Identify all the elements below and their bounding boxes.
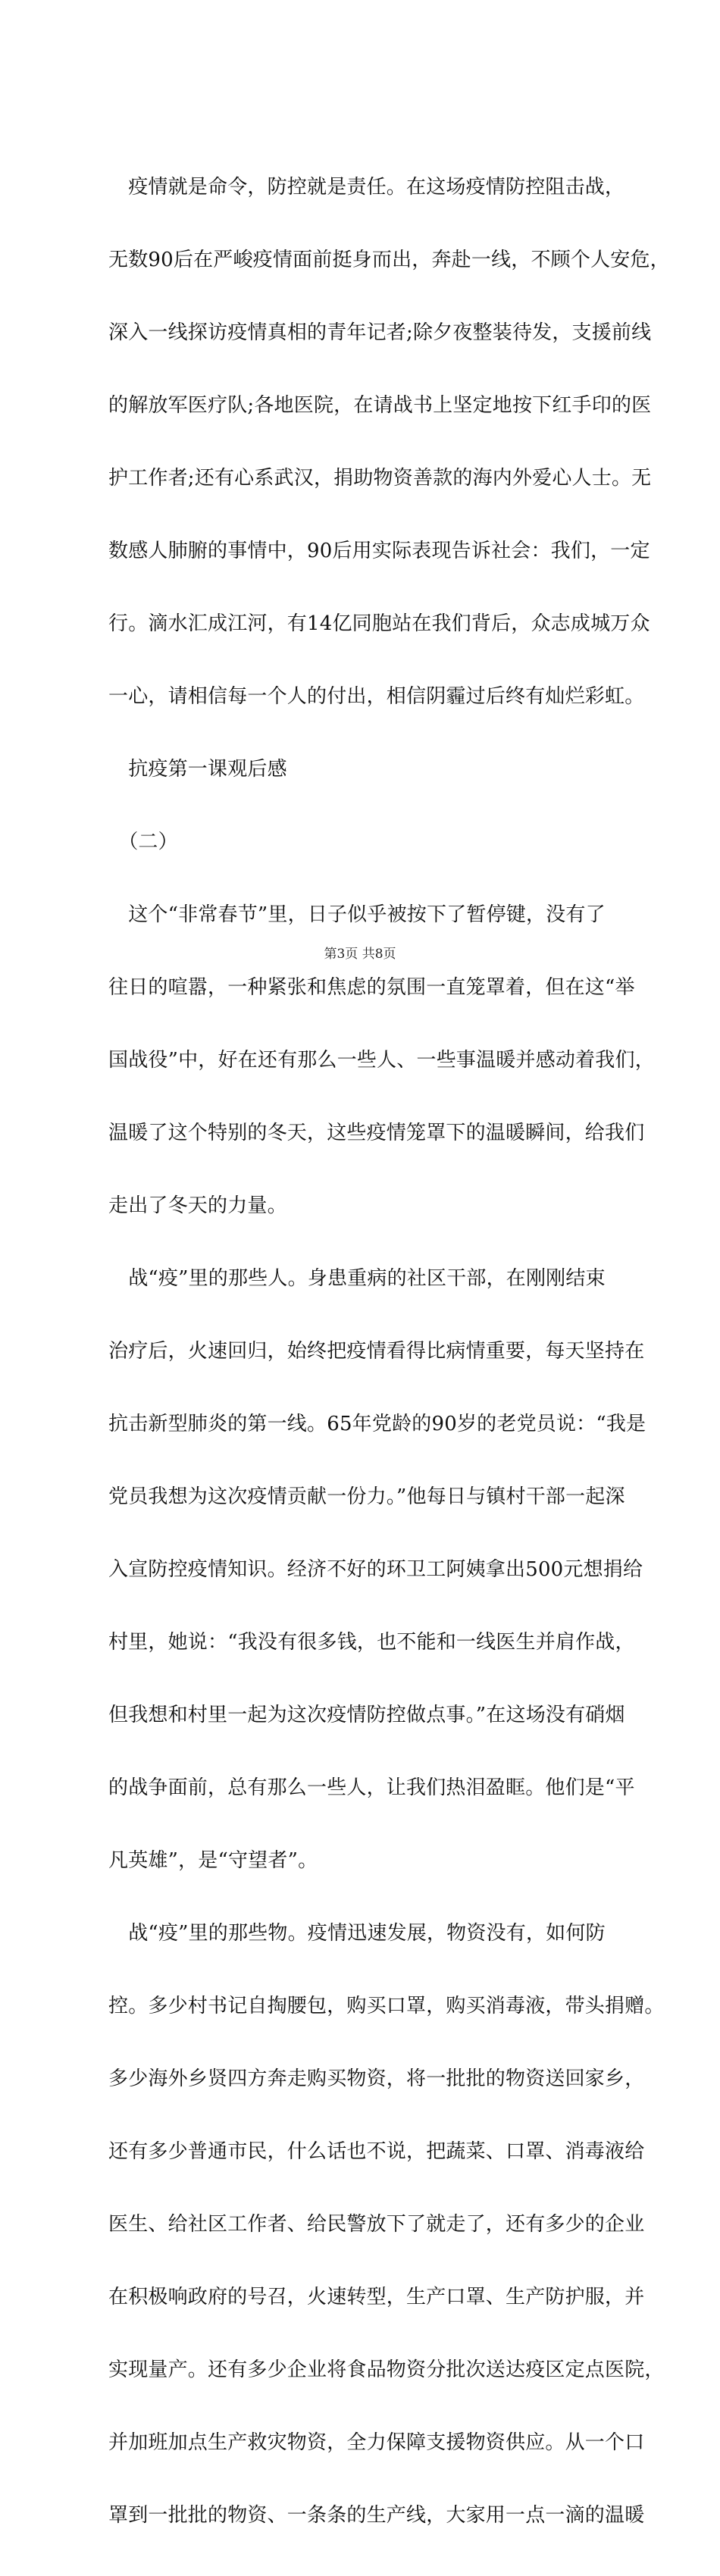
text-line: 还有多少普通市民，什么话也不说，把蔬菜、口罩、消毒液给: [108, 2140, 645, 2163]
text-line: 这个“非常春节”里，日子似乎被按下了暂停键，没有了: [108, 903, 606, 926]
text-line: 在积极响政府的号召，火速转型，生产口罩、生产防护服，并: [108, 2286, 645, 2308]
text-line: 疫情就是命令，防控就是责任。在这场疫情防控阻击战，: [108, 176, 625, 199]
text-line: 战“疫”里的那些物。疫情迅速发展，物资没有，如何防: [108, 1922, 606, 1945]
section-title: 抗疫第一课观后感: [108, 758, 287, 781]
text-line: 数感人肺腑的事情中，90后用实际表现告诉社会：我们，一定: [108, 540, 650, 562]
text-line: 治疗后，火速回归，始终把疫情看得比病情重要，每天坚持在: [108, 1340, 645, 1363]
text-line: 抗击新型肺炎的第一线。65年党龄的90岁的老党员说：“我是: [108, 1413, 646, 1435]
text-line: 深入一线探访疫情真相的青年记者;除夕夜整装待发，支援前线: [108, 321, 652, 344]
text-line: 凡英雄”，是“守望者”。: [108, 1849, 318, 1872]
page-number-footer: 第3页 共8页: [324, 947, 396, 962]
text-line: 一心，请相信每一个人的付出，相信阴霾过后终有灿烂彩虹。: [108, 685, 645, 708]
text-line: 护工作者;还有心系武汉，捐助物资善款的海内外爱心人士。无: [108, 467, 652, 490]
section-number: （二）: [108, 831, 178, 853]
text-line: 入宣防控疫情知识。经济不好的环卫工阿姨拿出500元想捐给: [108, 1558, 643, 1581]
text-line: 多少海外乡贤四方奔走购买物资，将一批批的物资送回家乡，: [108, 2067, 645, 2090]
text-line: 但我想和村里一起为这次疫情防控做点事。”在这场没有硝烟: [108, 1704, 625, 1726]
text-line: 实现量产。还有多少企业将食品物资分批次送达疫区定点医院，: [108, 2358, 665, 2381]
text-line: 国战役”中，好在还有那么一些人、一些事温暖并感动着我们，: [108, 1049, 655, 1072]
document-body: [108, 127, 670, 2576]
text-line: 走出了冬天的力量。: [108, 1194, 287, 1217]
text-line: 的解放军医疗队;各地医院，在请战书上坚定地按下红手印的医: [108, 394, 652, 417]
text-line: 医生、给社区工作者、给民警放下了就走了，还有多少的企业: [108, 2213, 645, 2236]
text-line: 温暖了这个特别的冬天，这些疫情笼罩下的温暖瞬间，给我们: [108, 1122, 645, 1144]
text-line: 的战争面前，总有那么一些人，让我们热泪盈眶。他们是“平: [108, 1776, 635, 1799]
text-line: 行。滴水汇成江河，有14亿同胞站在我们背后，众志成城万众: [108, 612, 650, 635]
text-line: 无数90后在严峻疫情面前挺身而出，奔赴一线，不顾个人安危，: [108, 249, 670, 271]
text-line: 往日的喧嚣，一种紧张和焦虑的氛围一直笼罩着，但在这“举: [108, 976, 635, 999]
text-line: 控。多少村书记自掏腰包，购买口罩，购买消毒液，带头捐赠。: [108, 1995, 665, 2017]
body-text: [108, 127, 670, 2576]
text-line: 战“疫”里的那些人。身患重病的社区干部，在刚刚结束: [108, 1267, 606, 1290]
text-line: 村里，她说：“我没有很多钱，也不能和一线医生并肩作战，: [108, 1631, 635, 1654]
text-line: 党员我想为这次疫情贡献一份力。”他每日与镇村干部一起深: [108, 1485, 625, 1508]
text-line: 罩到一批批的物资、一条条的生产线，大家用一点一滴的温暖: [108, 2504, 645, 2527]
text-line: 并加班加点生产救灾物资，全力保障支援物资供应。从一个口: [108, 2431, 645, 2454]
